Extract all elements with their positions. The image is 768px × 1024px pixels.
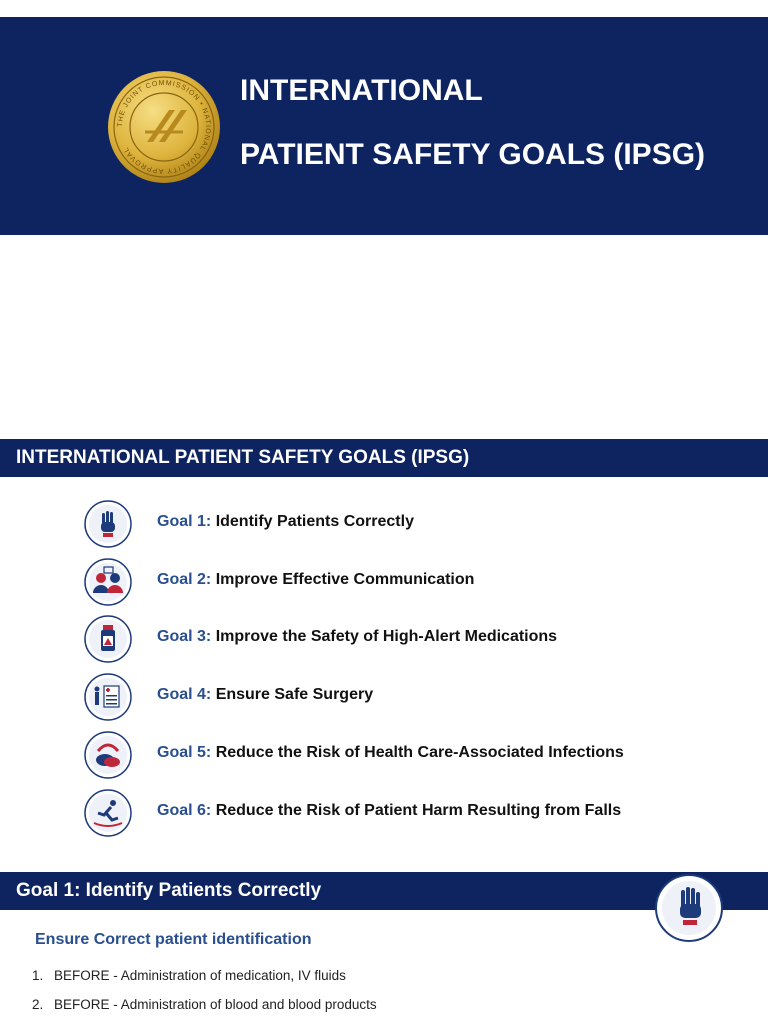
goal-label: Goal 2: [157,571,212,588]
goal-item-4 [84,673,724,721]
medication-bottle-icon [84,615,132,663]
goal-title: Reduce the Risk of Patient Harm Resulting from Falls [215,802,622,819]
list-item-text: BEFORE - Administration of medication, IV fluids [54,968,346,983]
goal-item-6 [84,789,724,837]
page-title-line2: PATIENT SAFETY GOALS (IPSG) [240,138,706,171]
hand-wash-icon [84,731,132,779]
list-item-number: 2. [32,997,44,1012]
goal-title: Improve the Safety of High-Alert Medications [215,628,558,645]
seal-text: THE JOINT COMMISSION • NATIONAL QUALITY APPROVAL [116,79,212,175]
goal-item-3 [84,615,724,663]
list-item [32,968,346,983]
communication-icon [84,558,132,606]
goal-item-5 [84,731,724,779]
hand-id-icon [84,500,132,548]
goal-label: Goal 6: [157,802,212,819]
goal-label: Goal 1: [157,513,212,530]
list-item-text: BEFORE - Administration of blood and blood products [54,997,377,1012]
goal-title: Reduce the Risk of Health Care-Associated Infections [215,744,624,761]
goal-label: Goal 3: [157,628,212,645]
hand-id-icon [655,874,723,942]
goal-title: Ensure Safe Surgery [215,686,374,703]
surgery-checklist-icon [84,673,132,721]
goal1-section-header: Goal 1: Identify Patients Correctly [0,872,768,910]
list-item [32,997,377,1012]
joint-commission-seal-icon [107,70,221,184]
goal-title: Improve Effective Communication [215,571,475,588]
fall-icon [84,789,132,837]
list-item-number: 1. [32,968,44,983]
goal-item-2 [84,558,724,606]
goal-label: Goal 5: [157,744,212,761]
page-title-line1: INTERNATIONAL [240,74,483,107]
goal-item-1 [84,500,724,548]
ipsg-section-header: INTERNATIONAL PATIENT SAFETY GOALS (IPSG) [0,439,768,477]
goal-title: Identify Patients Correctly [215,513,414,530]
goal1-subheading: Ensure Correct patient identification [35,931,312,948]
goal-label: Goal 4: [157,686,212,703]
